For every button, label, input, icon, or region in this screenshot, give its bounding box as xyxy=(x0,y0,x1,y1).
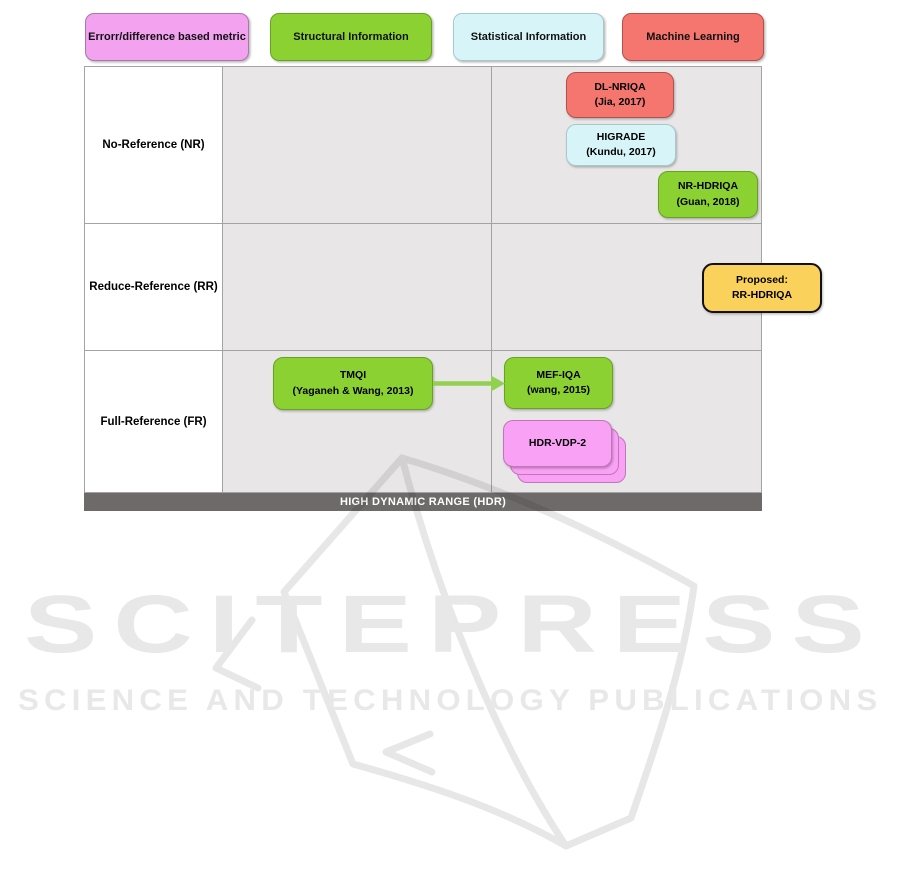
metric-cite: (Kundu, 2017) xyxy=(586,146,656,158)
legend-machine-learning xyxy=(622,13,764,61)
watermark-title: SCITEPRESS xyxy=(24,579,881,670)
row-label-no-reference xyxy=(85,67,223,224)
metric-cite: (Jia, 2017) xyxy=(594,96,646,108)
metric-cite: RR-HDRIQA xyxy=(731,289,793,301)
metric-title: HDR-VDP-2 xyxy=(528,436,587,449)
row-label-text: Reduce-Reference (RR) xyxy=(89,281,218,293)
metric-title: Proposed: xyxy=(736,273,788,286)
legend-label: Statistical Information xyxy=(470,31,587,43)
legend-label: Machine Learning xyxy=(646,31,740,43)
metric-cite: (wang, 2015) xyxy=(526,384,591,396)
row-label-reduce-reference xyxy=(85,224,223,351)
legend-label: Errorr/difference based metric xyxy=(88,31,246,43)
hdr-footer-bar xyxy=(84,493,762,511)
metric-title: HIGRADE xyxy=(596,130,646,143)
metric-box-nr-hdriqa xyxy=(658,171,758,218)
metric-box-mef-iqa xyxy=(504,357,613,409)
row-label-text: No-Reference (NR) xyxy=(102,139,205,151)
legend-error-difference-metric xyxy=(85,13,249,61)
arrow-tmqi-to-mef-iqa xyxy=(430,370,510,397)
metric-box-higrade xyxy=(566,124,676,166)
cell-nr-structural xyxy=(223,67,492,224)
metric-box-dl-nriqa xyxy=(566,72,674,118)
metric-box-tmqi xyxy=(273,357,433,410)
row-label-text: Full-Reference (FR) xyxy=(100,415,207,428)
watermark-subtitle: SCIENCE AND TECHNOLOGY PUBLICATIONS xyxy=(18,684,883,717)
row-label-full-reference xyxy=(85,351,223,492)
metric-title: TMQI xyxy=(339,369,367,382)
legend-label: Structural Information xyxy=(293,31,409,43)
metric-box-hdr-vdp2 xyxy=(503,420,612,467)
metric-title: NR-HDRIQA xyxy=(677,180,739,193)
metric-box-proposed-rr-hdriqa xyxy=(702,263,822,313)
metric-title: DL-NRIQA xyxy=(594,80,646,93)
legend-structural-information xyxy=(270,13,432,61)
legend-statistical-information xyxy=(453,13,604,61)
cell-rr-structural xyxy=(223,224,492,351)
metric-cite: (Yaganeh & Wang, 2013) xyxy=(292,384,414,397)
metric-cite: (Guan, 2018) xyxy=(676,195,740,208)
hdr-footer-label: HIGH DYNAMIC RANGE (HDR) xyxy=(339,496,507,508)
metric-title: MEF-IQA xyxy=(536,368,581,381)
